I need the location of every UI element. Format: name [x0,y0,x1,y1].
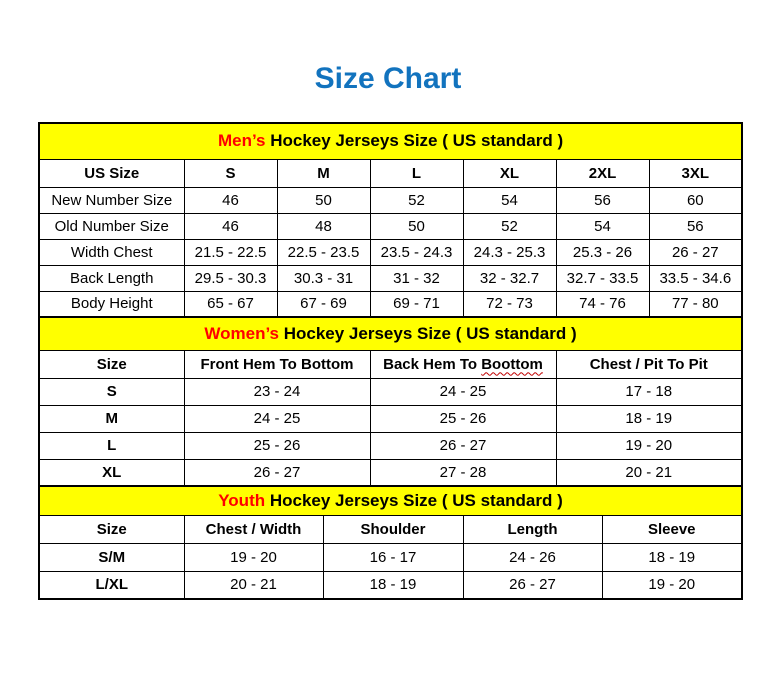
mens-size-table [38,122,743,318]
size-cell: 26 - 27 [184,459,370,486]
column-header: Length [463,515,602,543]
size-cell: 25 - 26 [184,432,370,459]
row-label: M [39,405,184,432]
size-cell: 31 - 32 [370,265,463,291]
row-label: Body Height [39,291,184,317]
youth-section-header-row [39,486,742,515]
table-row [39,265,742,291]
table-row [39,291,742,317]
size-cell: 30.3 - 31 [277,265,370,291]
mens-section-accent: Men’s [217,131,266,151]
size-cell: 27 - 28 [370,459,556,486]
size-cell: 23 - 24 [184,378,370,405]
size-cell: 17 - 18 [556,378,742,405]
column-header: M [277,159,370,187]
size-cell: 18 - 19 [556,405,742,432]
size-cell: 29.5 - 30.3 [184,265,277,291]
column-header: XL [463,159,556,187]
size-cell: 56 [649,213,742,239]
womens-section-header [39,317,742,350]
size-cell: 26 - 27 [370,432,556,459]
column-header: S [184,159,277,187]
column-header: Chest / Width [184,515,323,543]
size-cell: 19 - 20 [556,432,742,459]
size-cell: 52 [463,213,556,239]
size-cell: 26 - 27 [649,239,742,265]
size-cell: 33.5 - 34.6 [649,265,742,291]
size-cell: 22.5 - 23.5 [277,239,370,265]
size-cell: 18 - 19 [323,571,463,599]
column-header: Front Hem To Bottom [184,350,370,378]
size-cell: 24 - 26 [463,543,602,571]
size-cell: 46 [184,187,277,213]
womens-section-title-text: Hockey Jerseys Size ( US standard ) [279,323,577,343]
womens-section-accent: Women’s [204,323,279,343]
column-header: L [370,159,463,187]
table-row [39,459,742,486]
row-label: Old Number Size [39,213,184,239]
size-cell: 20 - 21 [184,571,323,599]
size-cell: 26 - 27 [463,571,602,599]
size-cell: 19 - 20 [602,571,742,599]
size-cell: 77 - 80 [649,291,742,317]
column-header: Chest / Pit To Pit [556,350,742,378]
womens-column-header-row [39,350,742,378]
mens-column-header-row [39,159,742,187]
row-label: L/XL [39,571,184,599]
size-cell: 56 [556,187,649,213]
table-row [39,213,742,239]
table-row [39,432,742,459]
column-header-text: Back Hem To [383,355,482,373]
table-row [39,543,742,571]
mens-section-header [39,123,742,159]
size-cell: 20 - 21 [556,459,742,486]
size-cell: 16 - 17 [323,543,463,571]
column-header: 3XL [649,159,742,187]
youth-section-accent: Youth [218,490,266,510]
mens-section-title-text: Hockey Jerseys Size ( US standard ) [265,131,564,151]
table-row [39,187,742,213]
womens-section-header-row [39,317,742,350]
youth-size-table [38,485,743,600]
table-row [39,571,742,599]
column-header: Sleeve [602,515,742,543]
table-row [39,239,742,265]
table-row [39,405,742,432]
size-cell: 32 - 32.7 [463,265,556,291]
womens-size-table [38,316,743,487]
size-cell: 21.5 - 22.5 [184,239,277,265]
row-label: XL [39,459,184,486]
youth-column-header-row [39,515,742,543]
size-cell: 32.7 - 33.5 [556,265,649,291]
size-cell: 24.3 - 25.3 [463,239,556,265]
column-header: US Size [39,159,184,187]
row-label: S [39,378,184,405]
row-label: L [39,432,184,459]
size-cell: 46 [184,213,277,239]
size-cell: 72 - 73 [463,291,556,317]
youth-section-title-text: Hockey Jerseys Size ( US standard ) [265,490,563,510]
size-cell: 50 [370,213,463,239]
size-cell: 74 - 76 [556,291,649,317]
table-row [39,378,742,405]
size-cell: 50 [277,187,370,213]
row-label: Back Length [39,265,184,291]
row-label: New Number Size [39,187,184,213]
size-cell: 54 [556,213,649,239]
size-cell: 67 - 69 [277,291,370,317]
mens-section-header-row [39,123,742,159]
column-header: 2XL [556,159,649,187]
size-cell: 19 - 20 [184,543,323,571]
size-cell: 54 [463,187,556,213]
size-cell: 65 - 67 [184,291,277,317]
column-header: Size [39,350,184,378]
misspelled-word: Boottom [481,355,543,373]
size-cell: 48 [277,213,370,239]
page-title: Size Chart [314,62,462,95]
youth-section-header [39,486,742,515]
size-cell: 23.5 - 24.3 [370,239,463,265]
column-header: Size [39,515,184,543]
row-label: S/M [39,543,184,571]
size-cell: 24 - 25 [370,378,556,405]
size-cell: 52 [370,187,463,213]
size-cell: 18 - 19 [602,543,742,571]
size-cell: 25.3 - 26 [556,239,649,265]
size-cell: 60 [649,187,742,213]
column-header: Shoulder [323,515,463,543]
size-cell: 69 - 71 [370,291,463,317]
row-label: Width Chest [39,239,184,265]
size-cell: 25 - 26 [370,405,556,432]
size-chart-tables [38,122,741,600]
size-cell: 24 - 25 [184,405,370,432]
column-header [370,350,556,378]
